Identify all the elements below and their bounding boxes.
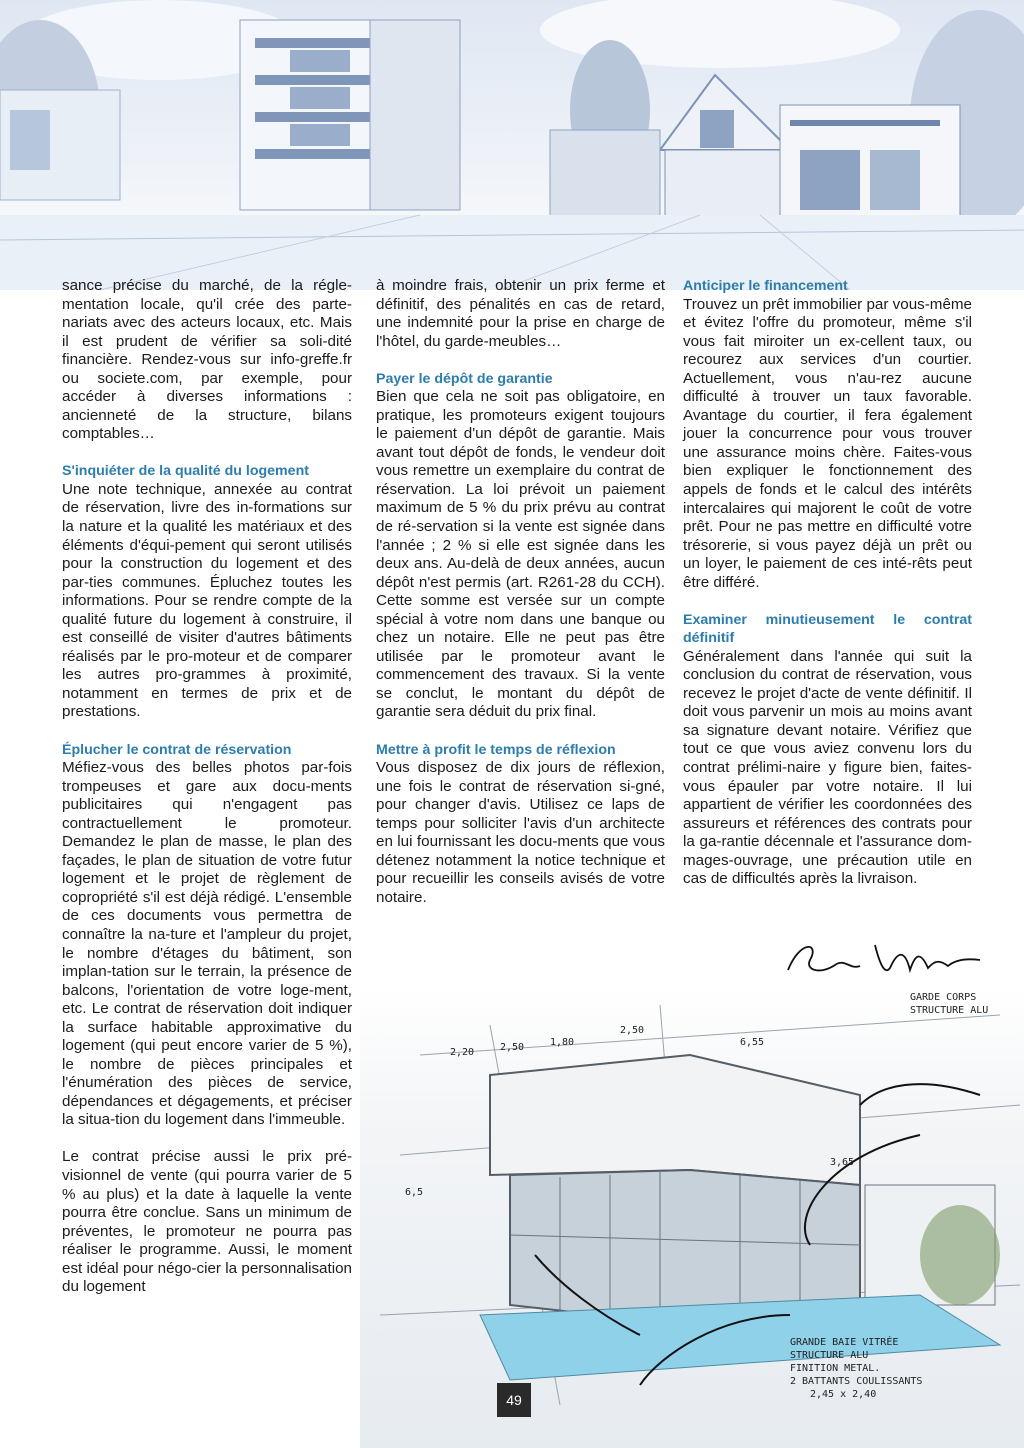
heading-temps-reflexion: Mettre à profit le temps de réflexion xyxy=(376,741,616,758)
paragraph-contrat-definitif: Généralement dans l'année qui suit la conclusion du contrat de réservation, vous recevez le projet d'acte de vente définitif. Il doit vous parvenir un mois au moins avant sa signature devant notaire. Vérifiez que tout ce que vous aviez convenu lors du contrat prélimi-naire y figure bien, faites-vous épauler par votre notaire. Il lui appartient de vérifier les coordonnées des assureurs et références des contrats pour la ga-rantie décennale et l'assurance dom-mages-ouvrage, une précaution utile en cas de difficultés après la livraison. xyxy=(683,647,972,888)
author-signature xyxy=(780,930,990,990)
paragraph-financement: Trouvez un prêt immobilier par vous-même et évitez l'offre du promoteur, même s'il vous fait miroiter un ex-cellent taux, ou recourez aux services d'un courtier. Actuellement, vous n'au-rez aucune difficulté à trouver un taux favorable. Avantage du courtier, il fera également jouer la concurrence pour vous trouver une assurance moins chère. Faites-vous bien expliquer le fonctionnement des appels de fonds et le calcul des intérêts intercalaires qui majorent le coût de votre prêt. Pour ne pas mettre en difficulté votre trésorerie, si vous payez déjà un prêt ou un loyer, le paiement de ces inté-rêts peut être différé. xyxy=(683,295,972,591)
heading-qualite-logement: S'inquiéter de la qualité du logement xyxy=(62,463,309,480)
heading-contrat-definitif: Examiner minutieusement le contrat définitif xyxy=(683,611,972,647)
svg-text:GARDE CORPS: GARDE CORPS xyxy=(910,992,977,1003)
paragraph-temps-reflexion: Vous disposez de dix jours de réflexion, une fois le contrat de réservation si-gné, pour changer d'avis. Utilisez ce laps de temps pour solliciter l'avis d'un architecte en lui fournissant les docu-ments que vous détenez notamment la notice technique et pour recueillir les conseils avisés de votre notaire. xyxy=(376,759,665,906)
svg-text:6,5: 6,5 xyxy=(405,1187,424,1198)
paragraph-contrat-reservation: Méfiez-vous des belles photos par-fois trompeuses et gare aux docu-ments publicitaires qui n'engagent pas contractuellement le promoteur. Demandez le plan de masse, le plan des façades, le plan de situation de votre futur logement et le projet de règlement de copropriété s'il est déjà rédigé. L'ensemble de ces documents vous permettra de connaître la na-ture et l'ampleur du projet, le nombre d'étages du bâtiment, son implan-tation sur le terrain, la présence de balcons, l'orientation de votre loge-ment, etc. Le contrat de réservation doit indiquer la surface habitable approximative du logement (qui peut encore varier de 5 %), le nombre de pièces principales et l'énumération des pièces de service, dépendances et dégagements, et préciser la situa-tion du logement dans l'immeuble. xyxy=(62,759,352,1129)
article-column-1 xyxy=(62,277,352,1297)
architect-sketch-illustration xyxy=(360,985,1024,1448)
heading-depot-garantie: Payer le dépôt de garantie xyxy=(376,370,553,387)
svg-text:GRANDE BAIE VITRÉE: GRANDE BAIE VITRÉE xyxy=(790,1337,899,1348)
heading-contrat-reservation: Éplucher le contrat de réservation xyxy=(62,741,292,758)
article-column-2 xyxy=(376,277,665,907)
svg-text:6,55: 6,55 xyxy=(740,1037,765,1048)
svg-text:2,45 x 2,40: 2,45 x 2,40 xyxy=(810,1389,877,1400)
svg-text:STRUCTURE ALU: STRUCTURE ALU xyxy=(910,1005,989,1016)
svg-text:2,20: 2,20 xyxy=(450,1047,475,1058)
heading-financement: Anticiper le financement xyxy=(683,278,848,294)
svg-text:FINITION METAL.: FINITION METAL. xyxy=(790,1363,881,1374)
svg-text:2,50: 2,50 xyxy=(620,1025,645,1036)
page-number-badge xyxy=(497,1383,531,1417)
svg-text:3,65: 3,65 xyxy=(830,1157,855,1168)
article-column-3 xyxy=(683,277,972,889)
page-number: 49 xyxy=(506,1392,522,1408)
svg-text:2,50: 2,50 xyxy=(500,1042,525,1053)
svg-text:STRUCTURE ALU: STRUCTURE ALU xyxy=(790,1350,869,1361)
paragraph-depot-garantie: Bien que cela ne soit pas obligatoire, en pratique, les promoteurs exigent toujours le paiement d'un dépôt de garantie. Mais avant tout dépôt de fonds, le vendeur doit vous remettre un exemplaire du contrat de réservation. La loi prévoit un paiement maximum de 5 % du prix prévu au contrat de ré-servation si la vente est signée dans l'année ; 2 % si elle est signée dans les deux ans. Au-delà de deux années, aucun dépôt n'est permis (art. R261-28 du CCH). Cette somme est versée sur un compte spécial à votre nom dans une banque ou chez un notaire. Elle ne peut pas être utilisée par le promoteur avant le commencement des travaux. Si la vente se conclut, le montant du dépôt de garantie sera déduit du prix final. xyxy=(376,388,665,721)
svg-text:1,80: 1,80 xyxy=(550,1037,575,1048)
column1-intro: sance précise du marché, de la régle-mentation locale, qu'il crée des parte-nariats avec des acteurs locaux, etc. Mais il est prudent de vérifier sa soli-dité financière. Rendez-vous sur info-greffe.fr ou societe.com, par exemple, pour accéder à diverses informations : ancienneté de la structure, bilans comptables… xyxy=(62,277,352,443)
paragraph-prix-previsionnel: Le contrat précise aussi le prix pré-visionnel de vente (qui pourra varier de 5 % au plus) et la date à laquelle la vente pourra être conclue. Sans un minimum de préventes, le promoteur ne pourra pas réaliser le programme. Aussi, le moment est idéal pour négo-cier la personnalisation du logement xyxy=(62,1148,352,1296)
hero-buildings-illustration xyxy=(0,0,1024,290)
paragraph-qualite-logement: Une note technique, annexée au contrat de réservation, livre des in-formations sur la nature et la qualité les matériaux et des éléments d'équi-pement qui seront utilisés pour la construction du logement et des par-ties communes. Épluchez toutes les informations. Pour se rendre compte de la qualité future du logement à construire, il est conseillé de visiter d'autres bâtiments réalisés par le pro-moteur et de comparer les autres pro-grammes à proximité, notamment en termes de prix et de prestations. xyxy=(62,480,352,721)
column2-intro: à moindre frais, obtenir un prix ferme et définitif, des pénalités en cas de retard, une indemnité pour la prise en charge de l'hôtel, du garde-meubles… xyxy=(376,277,665,350)
svg-text:2 BATTANTS COULISSANTS: 2 BATTANTS COULISSANTS xyxy=(790,1376,923,1387)
